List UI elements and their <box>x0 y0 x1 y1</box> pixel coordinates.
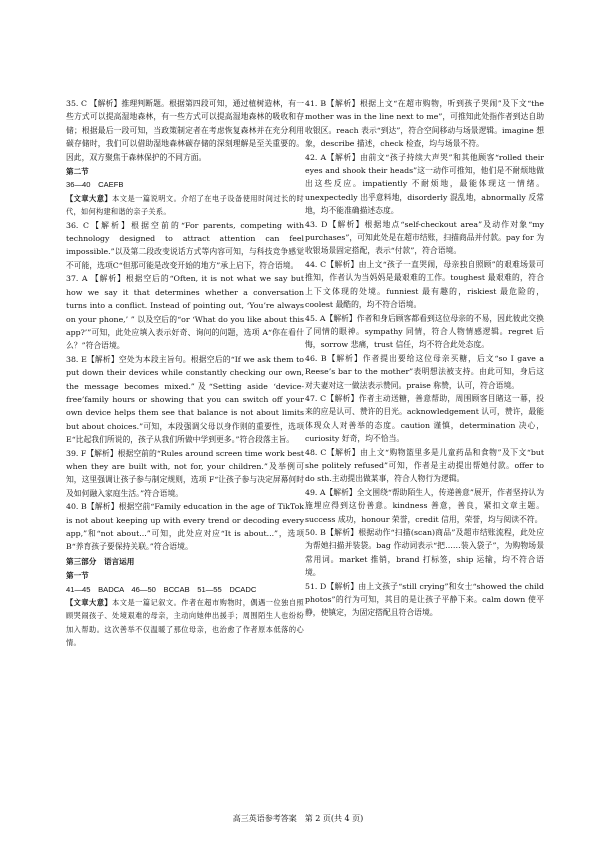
answer-explanation: 38. E【解析】空处为本段主旨句。根据空后的“If we ask them to put down their devices while constantly checking our own, the message becomes mixed.”及“Setting aside ‘device-free’family hours or showing that you can switch off your own device helps them see that balance is not about limits but about choices.”可知，本段强调父母以身作则的重要性，选项 E“比起我们所说的，孩子从我们所做中学到更多。”符合段落主旨。 <box>66 354 304 445</box>
section-heading: 第三部分 语言运用 <box>66 556 135 566</box>
left-column <box>66 97 304 650</box>
summary-tag: 【文章大意】 <box>66 193 113 203</box>
answer-explanation: 35. C 【解析】推理判断题。根据第四段可知，通过植树造林，有一些方式可以提高湿地森林，有一些方式可以提高湿地森林的吸收和存储；根据最后一段可知，当政策制定者在考虑恢复森林并在充分利用碳存储时，我们可以借助湿地森林碳存储的深刻理解是至关重要的。因此，双方聚焦于森林保护的不同方面。 <box>66 99 304 162</box>
answer-explanation: 49. A【解析】全文围绕“帮助陌生人，传递善意”展开，作者坚持认为施埋应得到这份善意。kindness 善意，善良，紧扣文章主题。success 成功，honour 荣誉，credit 信用，荣誉，均与阅读不符。 <box>305 487 544 524</box>
section-heading: 第二节 <box>66 167 89 177</box>
answer-explanation: 45. A【解析】作者和身后顾客都看到这位母亲的不易，因此彼此交换了同情的眼神。sympathy 同情，符合人物情感逻辑。regret 后悔，sorrow 悲痛，trust 信任，均不符合此处态度。 <box>305 313 544 350</box>
right-column <box>305 97 544 620</box>
summary-text: 本文是一篇说明文。介绍了在电子设备使用时间过长的时代，如何构建和谐的亲子关系。 <box>66 193 304 217</box>
answer-explanation: 47. C【解析】作者主动送糖，善意帮助，周围顾客目睹这一幕，投来的应是认可、赞许的目光。acknowledgement 认可，赞许，最能体现众人对善举的态度。caution 谨慎，determination 决心，curiosity 好奇，均不恰当。 <box>305 393 544 444</box>
page-footer: 高三英语参考答案 第 2 页(共 4 页) <box>232 814 364 823</box>
summary-tag: 【文章大意】 <box>66 598 113 608</box>
answer-explanation: 37. A 【解析】根据空后的“Often, it is not what we say but how we say it that determines whether a conversation turns into a conflict. Instead of pointing out, ‘You’re always on your phone,’ ” 以及空后的“or ‘What do you like about this app?’”可知，此处应填入表示好奇、询问的问题，选项 A“你在看什么？”符合语境。 <box>66 274 304 351</box>
answer-explanation: 50. B【解析】根据动作“扫描(scan)商品”及超市结账流程，此处应为帮她扫描并装袋。bag 作动词表示“把……装入袋子”，为购物场景常用词。market 推销，brand 打标签，ship 运输，均不符合语境。 <box>305 528 544 578</box>
answer-explanation: 43. D【解析】根据地点“self-checkout area”及动作对象“my purchases”，可知此处是在超市结账，扫描商品并付款。pay for 为收银场景固定搭配，表示“付款”，符合语境。 <box>305 219 544 256</box>
answer-explanation: 41. B【解析】根据上文“在超市购物，听到孩子哭闹”及下文“the mother was in the line next to me”，可推知此处指作者到达自助收银区。reach 表示“到达”，符合空间移动与场景逻辑。imagine 想象，describe 描述，check 检查，均与场景不符。 <box>305 99 544 149</box>
answer-explanation: 46. B【解析】作者提出要给这位母亲买糖，后文“so I gave a Reese’s bar to the mother”表明想法被支持。由此可知，身后这对夫妻对这一做法表示赞同。praise 称赞，认可，符合语境。 <box>305 353 544 390</box>
answer-sequence: 41—45 BADCA 46—50 BCCAB 51—55 DCADC <box>66 584 257 594</box>
answer-sequence: 36—40 CAEFB <box>66 180 124 190</box>
article-summary <box>66 596 304 650</box>
section-heading: 第一节 <box>66 571 89 581</box>
answer-explanation: 51. D【解析】由上文孩子“still crying”和女士“showed the child photos”的行为可知，其目的是让孩子平静下来。calm down 使平静，使镇定，为固定搭配且符合语境。 <box>305 581 544 618</box>
answer-explanation: 44. C【解析】由上文“孩子一直哭闹，母亲独自照顾”的艰难场景可推知，作者认为当妈妈是最艰难的工作。toughest 最艰难的，符合上下文体现的处境。funniest 最有趣的，riskiest 最危险的，coolest 最酷的，均不符合语境。 <box>305 259 544 310</box>
answer-explanation: 42. A【解析】由前文“孩子持续大声哭”和其他顾客“rolled their eyes and shook their heads”这一动作可推知，他们是不耐烦地做出这些反应。impatiently 不耐烦地，最能体现这一情绪。unexpectedly 出乎意料地，disorderly 混乱地，abnormally 反常地，均不能准确描述态度。 <box>305 152 544 216</box>
answer-explanation: 36. C【解析】根据空前的“For parents, competing with technology designed to attract attention can feel impossible.”以及第二段改变说话方式等内容可知，与科技竞争感觉不可能，选项C“但那可能是改变开始的地方”承上启下，符合语境。 <box>66 220 304 270</box>
answer-explanation: 39. F【解析】根据空前的“Rules around screen time work best when they are built with, not for, your children.”及举例可知，这里强调让孩子参与制定规则，选项 F“让孩子参与决定屏幕何时及如何融入家庭生活。”符合语境。 <box>66 448 304 498</box>
answer-explanation: 40. B【解析】根据空前“Family education in the age of TikTok is not about keeping up with every trend or decoding every app,”和“not about...”可知，此处应对应“It is about...”，选项 B“养育孩子要保持关联。”符合语境。 <box>66 502 304 552</box>
article-summary <box>66 192 304 219</box>
answer-explanation: 48. C【解析】由上文“购物篮里多是儿童药品和食物”及下文“but she politely refused”可知，作者是主动提出帮她付款。offer to do sth.主动提出做某事，符合人物行为逻辑。 <box>305 447 544 484</box>
summary-text: 本文是一篇记叙文。作者在超市购物时，偶遇一位独自照顾哭闹孩子、处境艰难的母亲，主动向她伸出援手；周围陌生人也纷纷加入帮助。这次善举不仅温暖了那位母亲，也治愈了作者原本低落的心情。 <box>66 598 304 648</box>
